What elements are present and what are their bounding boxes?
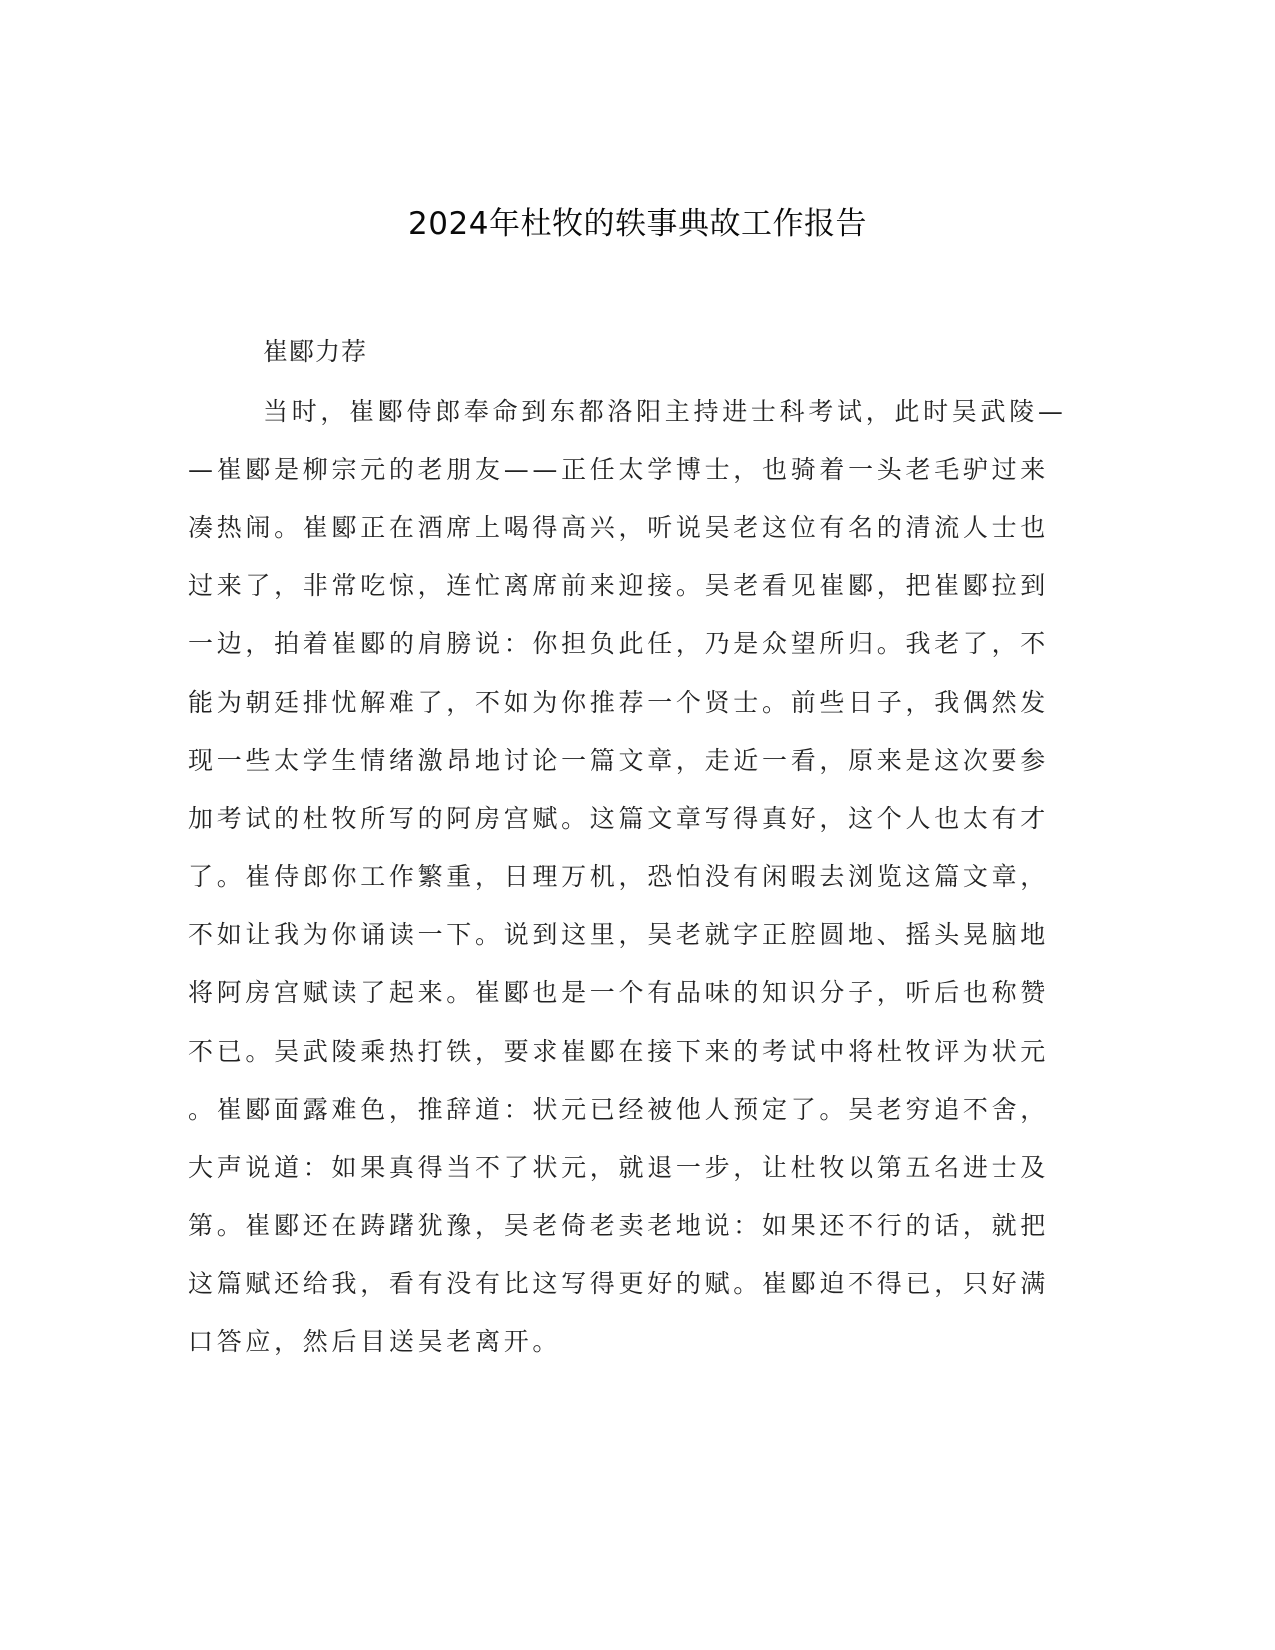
paragraph-line: 。崔郾面露难色，推辞道：状元已经被他人预定了。吴老穷追不舍，	[188, 1095, 1050, 1124]
paragraph-line: —崔郾是柳宗元的老朋友——正任太学博士，也骑着一头老毛驴过来	[188, 455, 1050, 484]
paragraph-line: 现一些太学生情绪激昂地讨论一篇文章，走近一看，原来是这次要参	[188, 746, 1050, 775]
paragraph-line: 凑热闹。崔郾正在酒席上喝得高兴，听说吴老这位有名的清流人士也	[188, 513, 1050, 542]
paragraph-line: 大声说道：如果真得当不了状元，就退一步，让杜牧以第五名进士及	[188, 1153, 1050, 1182]
paragraph-line: 一边，拍着崔郾的肩膀说：你担负此任，乃是众望所归。我老了，不	[188, 629, 1050, 658]
paragraph-line: 不如让我为你诵读一下。说到这里，吴老就字正腔圆地、摇头晃脑地	[188, 920, 1050, 949]
paragraph-line: 加考试的杜牧所写的阿房宫赋。这篇文章写得真好，这个人也太有才	[188, 804, 1050, 833]
paragraph-line: 这篇赋还给我，看有没有比这写得更好的赋。崔郾迫不得已，只好满	[188, 1269, 1050, 1298]
paragraph-line: 第。崔郾还在踌躇犹豫，吴老倚老卖老地说：如果还不行的话，就把	[188, 1211, 1050, 1240]
section-heading: 崔郾力荐	[263, 337, 368, 366]
paragraph-line: 不已。吴武陵乘热打铁，要求崔郾在接下来的考试中将杜牧评为状元	[188, 1037, 1050, 1066]
paragraph-line: 能为朝廷排忧解难了，不如为你推荐一个贤士。前些日子，我偶然发	[188, 688, 1050, 717]
paragraph-line: 当时，崔郾侍郎奉命到东都洛阳主持进士科考试，此时吴武陵—	[263, 397, 1067, 426]
paragraph-line: 口答应，然后目送吴老离开。	[188, 1327, 562, 1356]
paragraph-line: 了。崔侍郎你工作繁重，日理万机，恐怕没有闲暇去浏览这篇文章，	[188, 862, 1050, 891]
document-title: 2024年杜牧的轶事典故工作报告	[408, 206, 867, 242]
paragraph-line: 过来了，非常吃惊，连忙离席前来迎接。吴老看见崔郾，把崔郾拉到	[188, 571, 1050, 600]
paragraph-line: 将阿房宫赋读了起来。崔郾也是一个有品味的知识分子，听后也称赞	[188, 978, 1050, 1007]
